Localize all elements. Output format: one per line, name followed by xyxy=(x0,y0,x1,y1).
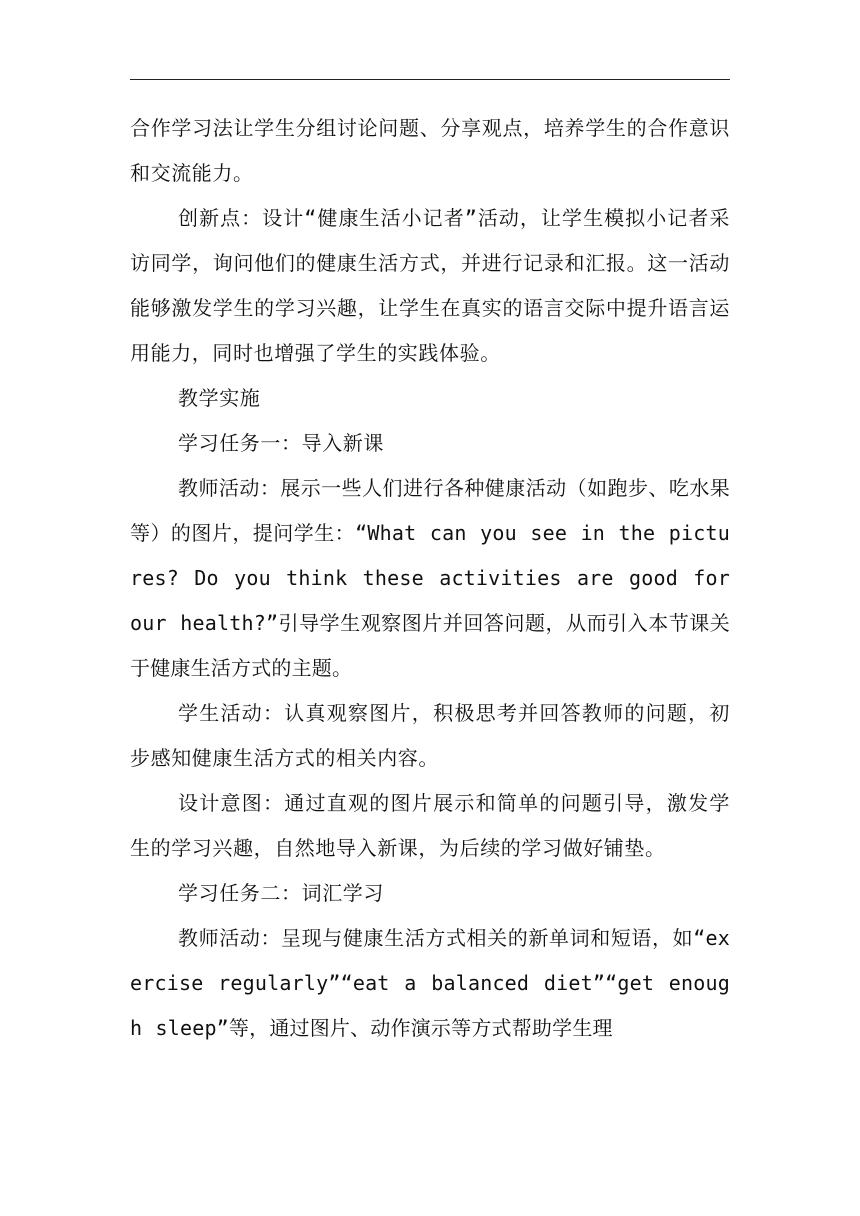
paragraph-teacher-activity-two: 教师活动：呈现与健康生活方式相关的新单词和短语，如“exercise regularly”“eat a balanced diet”“get enough sleep”等，通过图片、动作演示等方式帮助学生理 xyxy=(130,926,730,1040)
body-text xyxy=(130,106,730,1051)
heading-task-one: 学习任务一：导入新课 xyxy=(178,431,384,455)
paragraph-innovation-point: 创新点：设计“健康生活小记者”活动，让学生模拟小记者采访同学，询问他们的健康生活方式，并进行记录和汇报。这一活动能够激发学生的学习兴趣，让学生在真实的语言交际中提升语言运用能力，同时也增强了学生的实践体验。 xyxy=(130,206,730,365)
heading-teaching-implementation: 教学实施 xyxy=(178,386,261,410)
paragraph-design-intent-one: 设计意图：通过直观的图片展示和简单的问题引导，激发学生的学习兴趣，自然地导入新课，为后续的学习做好铺垫。 xyxy=(130,791,730,860)
paragraph-cooperative-learning: 合作学习法让学生分组讨论问题、分享观点，培养学生的合作意识和交流能力。 xyxy=(130,116,730,185)
header-rule xyxy=(130,79,730,80)
paragraph-student-activity-one: 学生活动：认真观察图片，积极思考并回答教师的问题，初步感知健康生活方式的相关内容。 xyxy=(130,701,730,770)
heading-task-two: 学习任务二：词汇学习 xyxy=(178,881,384,905)
paragraph-teacher-activity-one: 教师活动：展示一些人们进行各种健康活动（如跑步、吃水果等）的图片，提问学生：“What can you see in the pictures? Do you think these activities are good for our health?”引导学生观察图片并回答问题，从而引入本节课关于健康生活方式的主题。 xyxy=(130,476,730,680)
